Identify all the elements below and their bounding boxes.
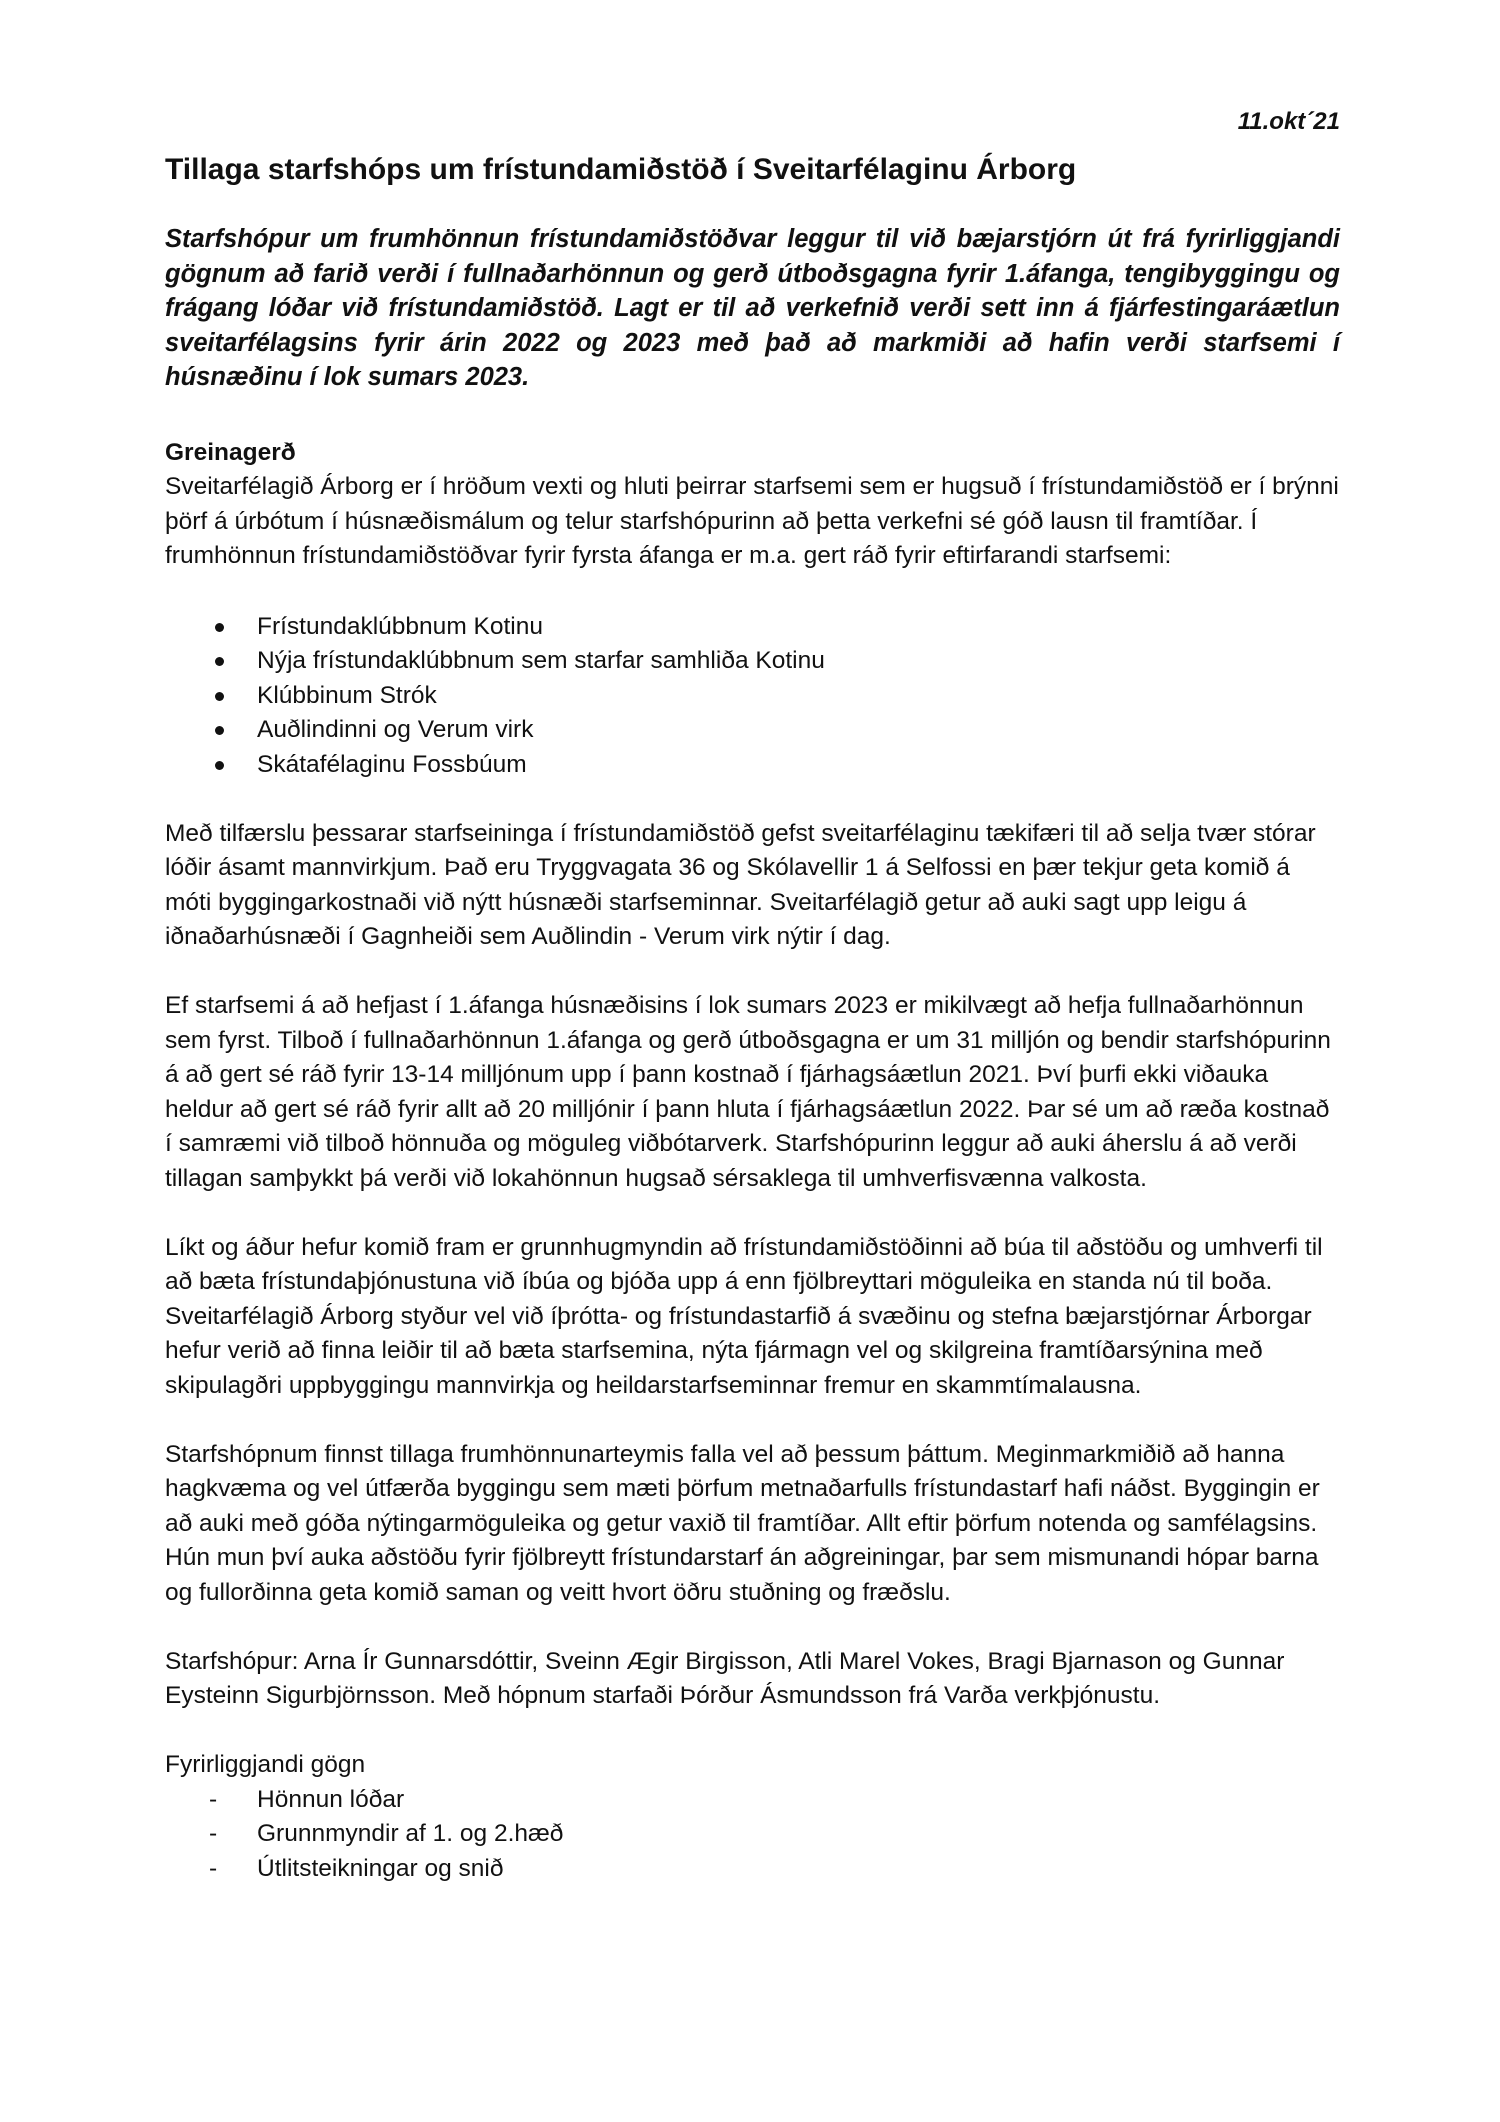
dash-marker: - bbox=[209, 1785, 218, 1813]
bullet-icon bbox=[215, 761, 224, 770]
section-heading-greinargerd: Greinagerð bbox=[165, 438, 296, 466]
document-page bbox=[165, 108, 1340, 1886]
bullet-icon bbox=[215, 623, 224, 632]
list-item: - Útlitsteikningar og snið bbox=[165, 1852, 1340, 1887]
paragraph-land-sale: Með tilfærslu þessarar starfseininga í frístundamiðstöð gefst sveitarfélaginu tækifæri til að selja tvær stórar lóðir ásamt mannvirkjum. Það eru Tryggvagata 36 og Skólavellir 1 á Selfossi en þær tekjur geta komið á móti byggingarkostnaði við nýtt húsnæði starfseminnar. Sveitarfélagið getur að auki sagt upp leigu á iðnaðarhúsnæði í Gagnheiði sem Auðlindin - Verum virk nýtir í dag. bbox=[165, 819, 1316, 950]
paragraph-design-cost: Ef starfsemi á að hefjast í 1.áfanga húsnæðisins í lok sumars 2023 er mikilvægt að hefja fullnaðarhönnun sem fyrst. Tilboð í fullnaðarhönnun 1.áfanga og gerð útboðsgagna er um 31 milljón og bendir starfshópurinn á að gert sé ráð fyrir 13-14 milljónum upp í þann kostnað í fjárhagsáætlun 2021. Því þurfi ekki viðauka heldur að gert sé ráð fyrir allt að 20 milljónir í þann hluta í fjárhagsáætlun 2022. Þar sé um að ræða kostnað í samræmi við tilboð hönnuða og möguleg viðbótarverk. Starfshópurinn leggur að auki áherslu á að verði tillagan samþykkt þá verði við lokahönnun hugsað sérsaklega til umhverfisvænna valkosta. bbox=[165, 992, 1331, 1192]
list-item: - Hönnun lóðar bbox=[165, 1783, 1340, 1818]
list-item: Frístundaklúbbnum Kotinu bbox=[165, 610, 1340, 645]
document-date: 11.okt´21 bbox=[1237, 108, 1340, 135]
bullet-icon bbox=[215, 657, 224, 666]
list-item: Auðlindinni og Verum virk bbox=[165, 713, 1340, 748]
intro-paragraph: Sveitarfélagið Árborg er í hröðum vexti og hluti þeirrar starfsemi sem er hugsuð í frístundamiðstöð er í brýnni þörf á úrbótum í húsnæðismálum og telur starfshópurinn að þetta verkefni sé góð lausn til framtíðar. Í frumhönnun frístundamiðstöðvar fyrir fyrsta áfanga er m.a. gert ráð fyrir eftirfarandi starfsemi: bbox=[165, 473, 1339, 569]
activity-list bbox=[165, 610, 1340, 783]
document-title: Tillaga starfshóps um frístundamiðstöð í Sveitarfélaginu Árborg bbox=[165, 153, 1077, 186]
bullet-icon bbox=[215, 692, 224, 701]
paragraph-working-group: Starfshópur: Arna Ír Gunnarsdóttir, Sveinn Ægir Birgisson, Atli Marel Vokes, Bragi Bjarnason og Gunnar Eysteinn Sigurbjörnsson. Með hópnum starfaði Þórður Ásmundsson frá Varða verkþjónustu. bbox=[165, 1647, 1285, 1709]
dash-marker: - bbox=[209, 1854, 218, 1882]
paragraph-assessment: Starfshópnum finnst tillaga frumhönnunarteymis falla vel að þessum þáttum. Meginmarkmiðið að hanna hagkvæma og vel útfærða byggingu sem mæti þörfum metnaðarfulls frístundastarf hafi náðst. Byggingin er að auki með góða nýtingarmöguleika og getur vaxið til framtíðar. Allt eftir þörfum notenda og samfélagsins. Hún mun því auka aðstöðu fyrir fjölbreytt frístundarstarf án aðgreiningar, þar sem mismunandi hópar barna og fullorðinna geta komið saman og veitt hvort öðru stuðning og fræðslu. bbox=[165, 1440, 1320, 1606]
bullet-icon bbox=[215, 726, 224, 735]
lead-proposal: Starfshópur um frumhönnun frístundamiðstöðvar leggur til við bæjarstjórn út frá fyrirliggjandi gögnum að farið verði í fullnaðarhönnun og gerð útboðsgagna fyrir 1.áfanga, tengibyggingu og frágang lóðar við frístundamiðstöð. Lagt er til að verkefnið verði sett inn á fjárfestingaráætlun sveitarfélagsins fyrir árin 2022 og 2023 með það að markmiði að hafin verði starfsemi í húsnæðinu í lok sumars 2023. bbox=[165, 225, 1340, 391]
list-item: Klúbbinum Strók bbox=[165, 679, 1340, 714]
documents-heading: Fyrirliggjandi gögn bbox=[165, 1751, 366, 1778]
dash-marker: - bbox=[209, 1820, 218, 1847]
paragraph-vision: Líkt og áður hefur komið fram er grunnhugmyndin að frístundamiðstöðinni að búa til aðstöðu og umhverfi til að bæta frístundaþjónustuna við íbúa og bjóða upp á enn fjölbreyttari möguleika en standa nú til boða. Sveitarfélagið Árborg styður vel við íþrótta- og frístundastarfið á svæðinu og stefna bæjarstjórnar Árborgar hefur verið að finna leiðir til að bæta starfsemina, nýta fjármagn vel og skilgreina framtíðarsýnina með skipulagðri uppbyggingu mannvirkja og heildarstarfseminnar fremur en skammtímalausna. bbox=[165, 1233, 1323, 1399]
list-item: - Grunnmyndir af 1. og 2.hæð bbox=[165, 1817, 1340, 1852]
list-item: Nýja frístundaklúbbnum sem starfar samhliða Kotinu bbox=[165, 644, 1340, 679]
documents-list bbox=[165, 1783, 1340, 1887]
list-item: Skátafélaginu Fossbúum bbox=[165, 748, 1340, 783]
